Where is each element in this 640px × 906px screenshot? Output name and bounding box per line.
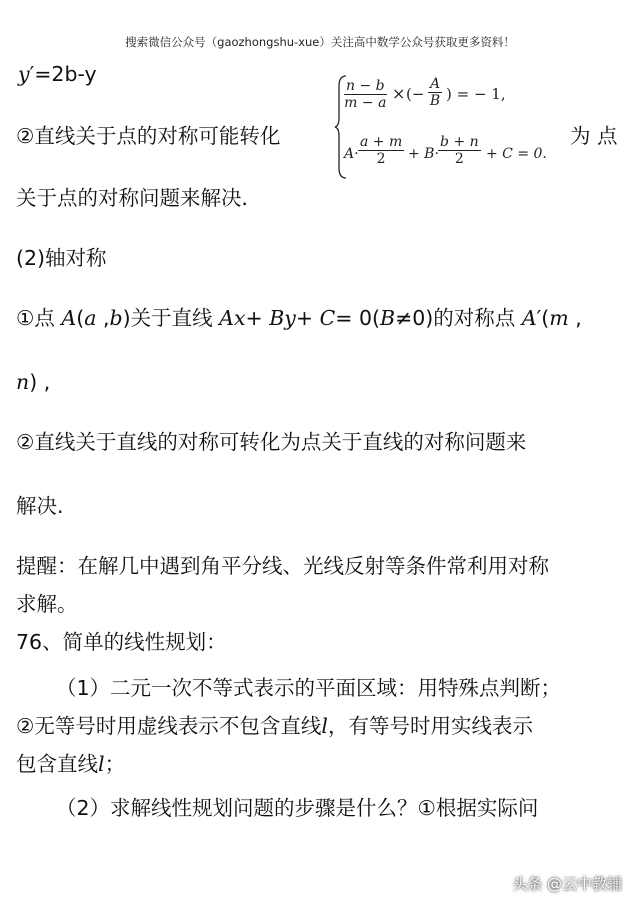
frac-b-n (438, 134, 481, 167)
plus-c-zero: + C = 0. (486, 146, 547, 162)
frac-denominator: m − a (344, 95, 387, 111)
t: ′( (536, 306, 550, 330)
plus-b: + B· (408, 146, 439, 162)
frac-denominator-2b: 2 (454, 151, 464, 167)
line-point-symmetry: ②直线关于点的对称可能转化 (16, 124, 281, 148)
t: ( (76, 306, 85, 330)
t: , (96, 306, 110, 330)
times-sign: × (392, 84, 406, 103)
t: ②无等号时用虚线表示不包含直线 (16, 714, 322, 738)
var-y: y (18, 62, 30, 86)
var-l-2: l (98, 752, 105, 776)
watermark: 头条 @云中教辅 (512, 875, 622, 893)
line-steps: （2）求解线性规划问题的步骤是什么？①根据实际问 (56, 796, 539, 820)
line-point-symmetry-cont: 关于点的对称问题来解决． (16, 186, 262, 210)
t: ①点 (16, 306, 62, 330)
line-n-close (16, 368, 50, 396)
var-Ax: Ax (219, 306, 246, 330)
t: 包含直线 (16, 752, 98, 776)
eq-rest: ′=2b-y (29, 62, 97, 86)
var-B: B (380, 306, 396, 330)
coef-a: A· (344, 146, 359, 162)
frac-a-m (358, 134, 404, 167)
frac-numerator: n − b (346, 78, 385, 94)
var-By: By (269, 306, 296, 330)
paren-open: (− (406, 85, 425, 103)
frac-numerator-am: a + m (360, 134, 403, 150)
var-C: C (319, 306, 336, 330)
var-n: n (16, 370, 30, 394)
var-A: A (61, 306, 77, 330)
var-a: a (84, 306, 97, 330)
line-reminder: 提醒：在解几中遇到角平分线、光线反射等条件常利用对称 (16, 554, 549, 578)
page-header: 搜索微信公众号（gaozhongshu-xue）关注高中数学公众号获取更多资料！ (125, 35, 515, 49)
var-A-prime: A (521, 306, 537, 330)
t: ，有等号时用实线表示 (327, 714, 533, 738)
line-inequality-region: （1）二元一次不等式表示的平面区域：用特殊点判断； (56, 676, 562, 700)
frac-n-b-m-a (344, 78, 387, 111)
t: , (568, 306, 582, 330)
t: ) , (29, 370, 51, 394)
line-point-line-symmetry (16, 304, 582, 332)
line-y-equation (18, 60, 97, 88)
line-line-symmetry: ②直线关于直线的对称可转化为点关于直线的对称问题来 (16, 430, 527, 454)
t: ； (104, 752, 126, 776)
frac-denominator-2: 2 (376, 151, 386, 167)
frac-denominator-b: B (429, 93, 441, 109)
line-contains-l (16, 750, 125, 778)
t: + (245, 306, 270, 330)
line-point-symmetry-right: 为 点 (570, 124, 618, 148)
section-linear-programming: 76、简单的线性规划： (16, 630, 227, 654)
t: )关于直线 (122, 306, 220, 330)
line-reminder-cont: 求解。 (16, 592, 78, 616)
var-m: m (549, 306, 569, 330)
t: ≠0)的对称点 (395, 306, 522, 330)
frac-numerator-bn: b + n (440, 134, 479, 150)
eq-minus-one: ) = − 1, (446, 85, 506, 103)
line-dashed-solid (16, 712, 533, 740)
t: + (295, 306, 320, 330)
line-solve: 解决. (16, 494, 64, 518)
var-b: b (109, 306, 123, 330)
formula-system (334, 74, 556, 180)
t: = 0( (335, 306, 380, 330)
section-axis-symmetry: (2)轴对称 (16, 246, 107, 270)
var-l: l (321, 714, 328, 738)
frac-numerator-a: A (430, 76, 441, 92)
frac-a-b (428, 76, 442, 109)
